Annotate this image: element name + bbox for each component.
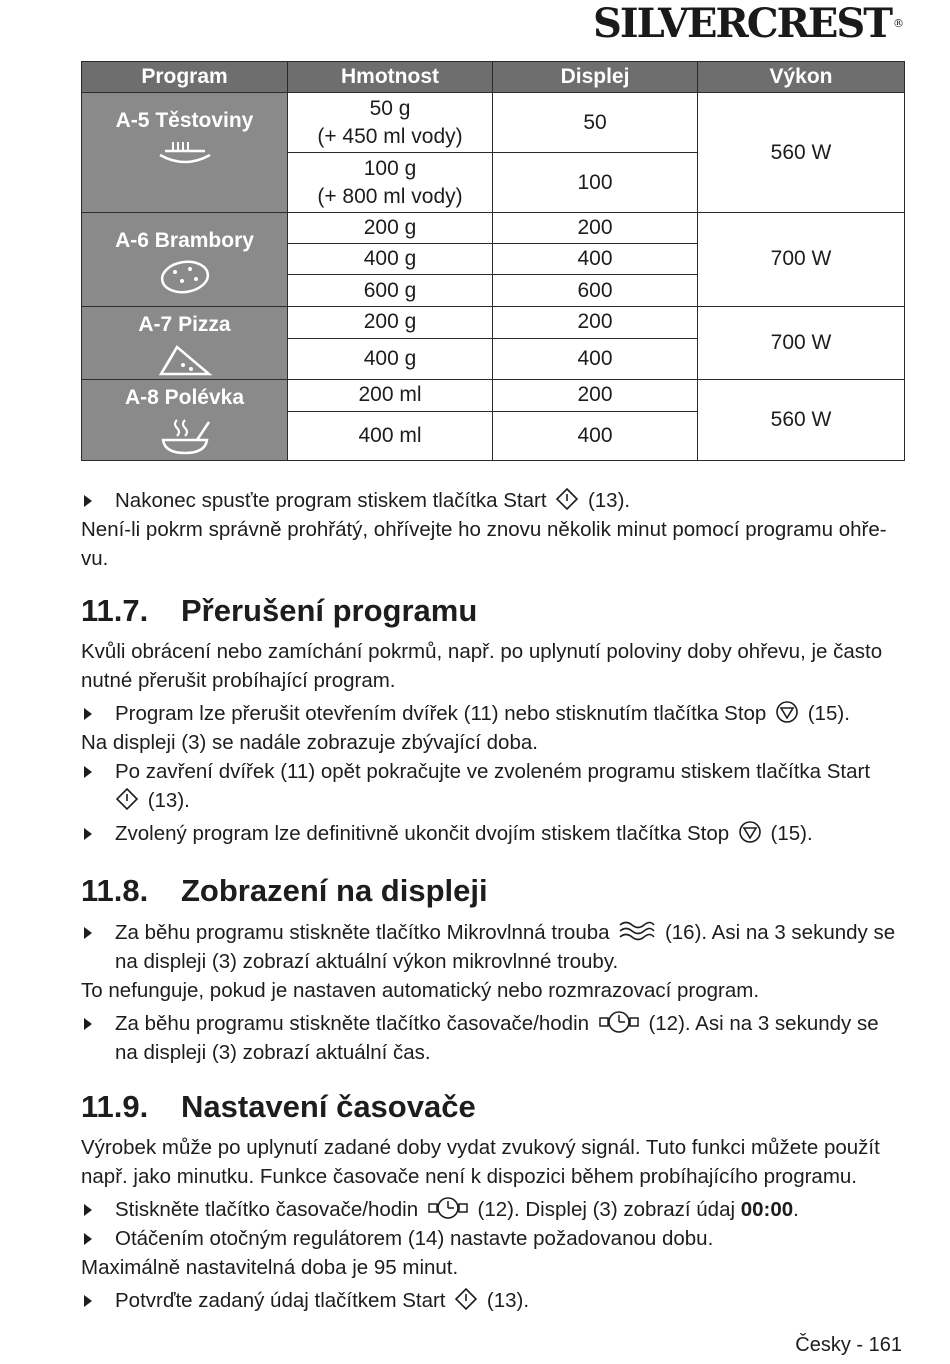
weight-cell: 100 g (+ 800 ml vody) xyxy=(288,153,493,213)
weight-cell: 400 g xyxy=(288,244,493,275)
program-cell xyxy=(82,379,288,460)
display-cell: 100 xyxy=(493,153,698,213)
header-weight: Hmotnost xyxy=(288,62,493,93)
pasta-icon xyxy=(157,139,213,169)
section-heading: 11.8. Zobrazení na displeji xyxy=(81,873,488,908)
potato-icon xyxy=(158,259,212,295)
display-cell: 400 xyxy=(493,244,698,275)
list-item: Po zavření dvířek (11) opět pokračujte ve zvoleném programu stiskem tlačítka Start (13). xyxy=(81,757,901,815)
soup-icon xyxy=(157,416,213,456)
table-row xyxy=(82,213,905,244)
paragraph: Na displeji (3) se nadále zobrazuje zbývající doba. xyxy=(81,731,538,754)
list-item: Za běhu programu stiskněte tlačítko Mikrovlnná trouba (16). Asi na 3 sekundy se na displeji (3) zobrazí aktuální výkon mikrovlnné trouby. xyxy=(81,918,901,976)
header-display: Displej xyxy=(493,62,698,93)
section-body xyxy=(81,1133,901,1315)
section-body xyxy=(81,918,901,1067)
bullet-arrow-icon xyxy=(84,1204,92,1216)
section-heading: 11.7. Přerušení programu xyxy=(81,593,478,628)
paragraph: To nefunguje, pokud je nastaven automatický nebo rozmrazovací program. xyxy=(81,979,760,1002)
program-cell xyxy=(82,306,288,379)
power-cell: 700 W xyxy=(698,213,905,306)
list-item: Stiskněte tlačítko časovače/hodin (12). Displej (3) zobrazí údaj 00:00. xyxy=(81,1195,901,1224)
power-cell: 560 W xyxy=(698,93,905,213)
table-header-row xyxy=(82,62,905,93)
weight-cell: 400 g xyxy=(288,338,493,379)
program-cell xyxy=(82,93,288,213)
page-footer: Česky - 161 xyxy=(795,1334,902,1356)
bullet-arrow-icon xyxy=(84,1233,92,1245)
brand-logo: SILVERCREST ® xyxy=(593,0,904,47)
list-item: Zvolený program lze definitivně ukončit dvojím stiskem tlačítka Stop (15). xyxy=(81,819,901,848)
table-row xyxy=(82,306,905,338)
table-row xyxy=(82,93,905,153)
display-cell: 50 xyxy=(493,93,698,153)
program-name: A-5 Těstoviny xyxy=(115,109,254,133)
paragraph: Výrobek může po uplynutí zadané doby vydat zvukový signál. Tuto funkci můžete použít např. jako minutku. Funkce časovače není k dispozici během probíhajícího programu. xyxy=(81,1136,880,1188)
bullet-arrow-icon xyxy=(84,828,92,840)
paragraph: Maximálně nastavitelná doba je 95 minut. xyxy=(81,1256,459,1279)
weight-cell: 200 g xyxy=(288,306,493,338)
clock-timer-icon xyxy=(427,1196,469,1220)
list-item: Program lze přerušit otevřením dvířek (11) nebo stisknutím tlačítka Stop (15). xyxy=(81,699,901,728)
intro-section xyxy=(81,486,901,573)
start-icon xyxy=(454,1287,478,1311)
display-cell: 200 xyxy=(493,213,698,244)
stop-icon xyxy=(775,700,799,724)
program-name: A-8 Polévka xyxy=(124,385,245,409)
display-cell: 200 xyxy=(493,379,698,411)
bullet-arrow-icon xyxy=(84,927,92,939)
table-row xyxy=(82,379,905,411)
section-heading: 11.9. Nastavení časovače xyxy=(81,1089,476,1124)
program-name: A-7 Pizza xyxy=(138,312,231,336)
bullet-arrow-icon xyxy=(84,708,92,720)
weight-cell: 600 g xyxy=(288,275,493,306)
paragraph: Není-li pokrm správně prohřátý, ohřívejte ho znovu několik minut pomocí programu ohře-vu. xyxy=(81,518,887,570)
list-item: Otáčením otočným regulátorem (14) nastavte požadovanou dobu. xyxy=(81,1224,901,1253)
section-body xyxy=(81,637,901,848)
power-cell: 560 W xyxy=(698,379,905,460)
microwave-icon xyxy=(618,919,656,943)
program-table xyxy=(81,61,905,461)
list-item: Potvrďte zadaný údaj tlačítkem Start (13). xyxy=(81,1286,901,1315)
bullet-arrow-icon xyxy=(84,1295,92,1307)
weight-cell: 400 ml xyxy=(288,411,493,460)
display-cell: 200 xyxy=(493,306,698,338)
weight-cell: 200 g xyxy=(288,213,493,244)
header-power: Výkon xyxy=(698,62,905,93)
display-cell: 400 xyxy=(493,338,698,379)
bullet-arrow-icon xyxy=(84,495,92,507)
start-icon xyxy=(555,487,579,511)
clock-timer-icon xyxy=(598,1010,640,1034)
list-item: Za běhu programu stiskněte tlačítko časovače/hodin (12). Asi na 3 sekundy se na displeji (3) zobrazí aktuální čas. xyxy=(81,1009,901,1067)
program-name: A-6 Brambory xyxy=(115,229,254,253)
bullet-arrow-icon xyxy=(84,766,92,778)
display-cell: 600 xyxy=(493,275,698,306)
list-item: Nakonec spusťte program stiskem tlačítka Start (13). xyxy=(81,486,901,515)
pizza-icon xyxy=(157,343,213,377)
display-value: 00:00 xyxy=(740,1198,794,1221)
weight-cell: 200 ml xyxy=(288,379,493,411)
display-cell: 400 xyxy=(493,411,698,460)
header-program: Program xyxy=(82,62,288,93)
power-cell: 700 W xyxy=(698,306,905,379)
start-icon xyxy=(115,787,139,811)
stop-icon xyxy=(738,820,762,844)
weight-cell: 50 g (+ 450 ml vody) xyxy=(288,93,493,153)
program-cell xyxy=(82,213,288,306)
bullet-arrow-icon xyxy=(84,1018,92,1030)
paragraph: Kvůli obrácení nebo zamíchání pokrmů, např. po uplynutí poloviny doby ohřevu, je často nutné přerušit probíhající program. xyxy=(81,640,883,692)
